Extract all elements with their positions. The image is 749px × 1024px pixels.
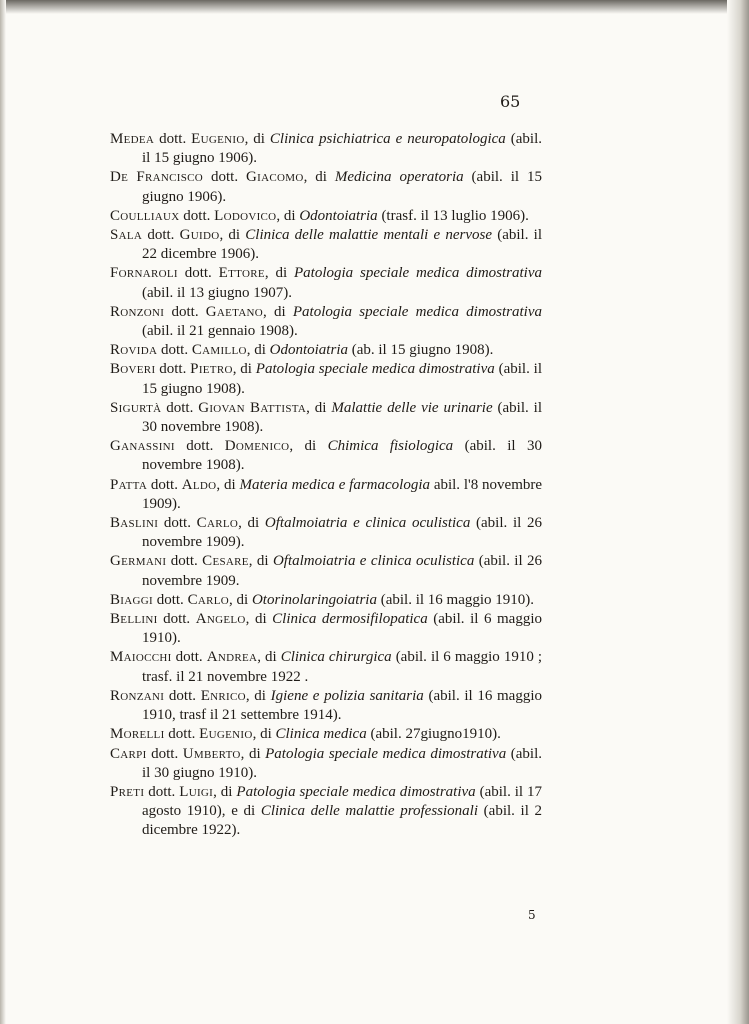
subject: Clinica chirurgica (280, 649, 392, 666)
surname: Boveri (110, 361, 156, 378)
given-name: Carlo (196, 515, 239, 532)
details: (trasf. il 13 luglio 1906). (381, 207, 529, 224)
list-item: Germani dott. Cesare, di Oftalmoiatria e clinica oculistica (abil. il 26 novembre 1909. (110, 553, 542, 589)
surname: Preti (110, 783, 145, 800)
surname: Sigurtà (110, 399, 162, 416)
details: (abil. il 16 maggio 1910, trasf il 21 settembre 1914). (142, 687, 543, 724)
list-item: Ronzoni dott. Gaetano, di Patologia speciale medica dimostrativa (abil. il 21 gennaio 1908). (110, 303, 542, 340)
list-item: De Francisco dott. Giacomo, di Medicina operatoria (abil. il 15 giugno 1906). (110, 169, 542, 205)
given-name: Giacomo (246, 169, 304, 186)
surname: Medea (110, 131, 155, 147)
surname: De Francisco (110, 169, 204, 186)
details: (abil. il 22 dicembre 1906). (142, 227, 543, 263)
given-name: Domenico (224, 438, 290, 455)
details: (abil. il 16 maggio 1910). (380, 591, 535, 608)
given-name: Eugenio (191, 131, 245, 147)
signature-mark: 5 (528, 908, 536, 922)
surname: Coulliaux (110, 207, 180, 224)
list-item: Biaggi dott. Carlo, di Otorinolaringoiatria (abil. il 16 maggio 1910). (110, 591, 535, 608)
list-item: Rovida dott. Camillo, di Odontoiatria (ab. il 15 giugno 1908). (110, 342, 494, 359)
scan-shadow-left (0, 0, 6, 1024)
subject: Patologia speciale medica dimostrativa (292, 303, 542, 320)
list-item: Maiocchi dott. Andrea, di Clinica chirurgica (abil. il 6 maggio 1910 ; trasf. il 21 novembre 1922 . (110, 649, 543, 685)
details: (abil. il 17 agosto 1910), e di (142, 783, 543, 820)
surname: Ronzani (110, 687, 165, 704)
subject: Oftalmoiatria e clinica oculistica (264, 515, 471, 532)
list-item: Baslini dott. Carlo, di Oftalmoiatria e clinica oculistica (abil. il 26 novembre 1909). (110, 515, 543, 551)
subject: Clinica dermosifilopatica (272, 611, 428, 628)
subject: Odontoiatria (299, 207, 378, 224)
subject: Clinica medica (275, 726, 367, 743)
details: (abil. il 30 novembre 1908). (142, 399, 542, 436)
details: (abil. il 15 giugno 1906). (142, 131, 543, 167)
given-name: Cesare (202, 553, 249, 570)
given-name: Andrea (206, 649, 258, 666)
subject: Chimica fisiologica (327, 438, 454, 455)
subject: Malattie delle vie urinarie (331, 399, 493, 416)
given-name: Aldo (181, 476, 217, 493)
list-item: Ronzani dott. Enrico, di Igiene e polizia sanitaria (abil. il 16 maggio 1910, trasf il 21 settembre 1914). (110, 687, 543, 724)
given-name: Giovan Battista (198, 399, 307, 416)
subject: Oftalmoiatria e clinica oculistica (272, 553, 475, 570)
details: (abil. il 26 novembre 1909). (142, 515, 543, 551)
list-item: Sigurtà dott. Giovan Battista, di Malattie delle vie urinarie (abil. il 30 novembre 1908). (110, 399, 542, 436)
list-item: Morelli dott. Eugenio, di Clinica medica (abil. 27giugno1910). (110, 726, 501, 743)
details: (abil. il 6 maggio 1910). (142, 611, 542, 647)
given-name: Ettore (218, 265, 265, 282)
details: (ab. il 15 giugno 1908). (351, 342, 494, 359)
list-item: Carpi dott. Umberto, di Patologia speciale medica dimostrativa (abil. il 30 giugno 1910). (110, 745, 542, 781)
details: (abil. il 13 giugno 1907). (142, 284, 292, 301)
surname: Germani (110, 553, 167, 570)
subject: Igiene e polizia sanitaria (270, 687, 424, 704)
list-item: Medea dott. Eugenio, di Clinica psichiatrica e neuropatologica (abil. il 15 giugno 1906). (110, 131, 543, 167)
surname: Maiocchi (110, 649, 172, 666)
surname: Bellini (110, 611, 158, 628)
subject: Odontoiatria (269, 342, 348, 359)
scan-shadow-top (0, 0, 749, 14)
given-name: Pietro (190, 361, 233, 378)
given-name: Umberto (182, 745, 241, 762)
list-item: Coulliaux dott. Lodovico, di Odontoiatria (trasf. il 13 luglio 1906). (110, 207, 529, 224)
subject: Medicina operatoria (334, 169, 464, 186)
details: (abil. il 6 maggio 1910 ; trasf. il 21 novembre 1922 . (142, 649, 543, 685)
given-name: Gaetano (205, 303, 264, 320)
surname: Ganassini (110, 438, 175, 455)
list-item: Boveri dott. Pietro, di Patologia speciale medica dimostrativa (abil. il 15 giugno 1908). (110, 361, 543, 397)
details: (abil. il 30 novembre 1908). (142, 438, 543, 474)
surname: Ronzoni (110, 303, 165, 320)
given-name: Carlo (187, 591, 230, 608)
details: (abil. il 15 giugno 1908). (142, 361, 543, 397)
given-name: Guido (179, 227, 220, 244)
given-name: Enrico (200, 687, 246, 704)
subject: Patologia speciale medica dimostrativa (294, 265, 543, 282)
details-secondary: (abil. il 2 dicembre 1922). (142, 803, 543, 839)
details: (abil. il 30 giugno 1910). (142, 745, 542, 781)
given-name: Luigi (179, 783, 214, 800)
given-name: Eugenio (199, 726, 253, 743)
subject: Patologia speciale medica dimostrativa (265, 745, 507, 762)
subject: Otorinolaringoiatria (251, 591, 377, 608)
details: (abil. il 26 novembre 1909. (142, 553, 542, 589)
details: (abil. 27giugno1910). (370, 726, 501, 743)
list-item: Sala dott. Guido, di Clinica delle malattie mentali e nervose (abil. il 22 dicembre 1906). (110, 227, 543, 263)
given-name: Lodovico (214, 207, 277, 224)
subject: Clinica psichiatrica e neuropatologica (269, 131, 506, 147)
details: abil. l'8 novembre 1909). (142, 476, 543, 512)
surname: Biaggi (110, 591, 153, 608)
given-name: Angelo (195, 611, 246, 628)
surname: Patta (110, 476, 148, 493)
surname: Rovida (110, 342, 158, 359)
subject: Clinica delle malattie mentali e nervose (245, 227, 493, 244)
details: (abil. il 15 giugno 1906). (142, 169, 542, 205)
list-item: Preti dott. Luigi, di Patologia speciale medica dimostrativa (abil. il 17 agosto 1910), e di Clinica delle malattie professionali (abil. il 2 dicembre 1922). (110, 783, 543, 839)
given-name: Camillo (191, 342, 247, 359)
scan-shadow-right (727, 0, 749, 1024)
list-item: Bellini dott. Angelo, di Clinica dermosifilopatica (abil. il 6 maggio 1910). (110, 611, 542, 647)
faculty-list (110, 130, 542, 841)
subject: Patologia speciale medica dimostrativa (236, 783, 476, 800)
page-number: 65 (500, 92, 521, 111)
subject: Materia medica e farmacologia (239, 476, 430, 493)
surname: Baslini (110, 515, 159, 532)
list-item: Ganassini dott. Domenico, di Chimica fisiologica (abil. il 30 novembre 1908). (110, 438, 543, 474)
list-item: Patta dott. Aldo, di Materia medica e farmacologia abil. l'8 novembre 1909). (110, 476, 543, 512)
list-item: Fornaroli dott. Ettore, di Patologia speciale medica dimostrativa (abil. il 13 giugno 1907). (110, 265, 543, 301)
subject: Patologia speciale medica dimostrativa (255, 361, 495, 378)
subject-secondary: Clinica delle malattie professionali (260, 803, 479, 820)
surname: Sala (110, 227, 143, 244)
surname: Fornaroli (110, 265, 178, 282)
surname: Carpi (110, 745, 147, 762)
details: (abil. il 21 gennaio 1908). (142, 323, 298, 340)
surname: Morelli (110, 726, 165, 743)
